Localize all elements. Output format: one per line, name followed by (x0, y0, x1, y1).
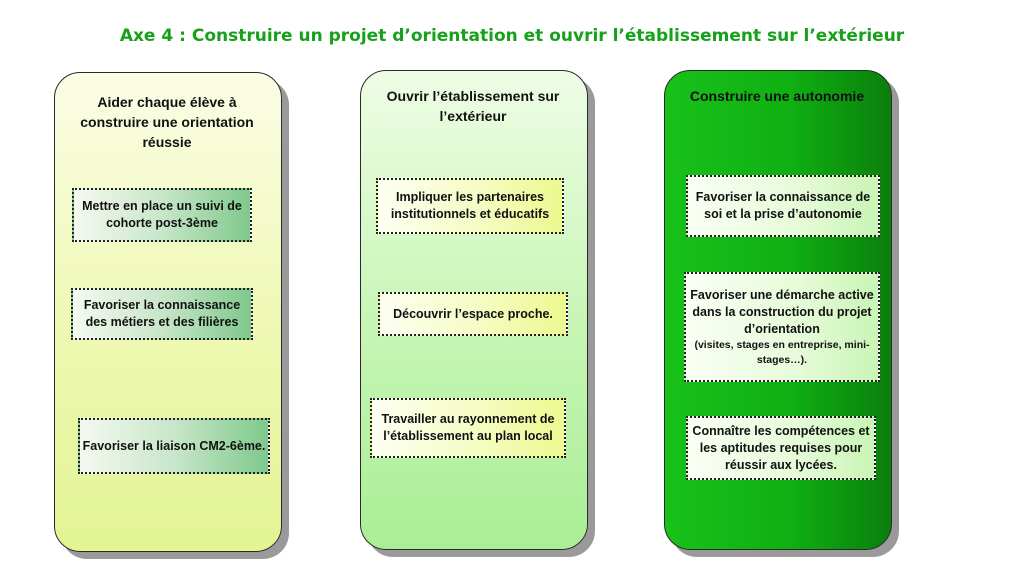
box-suivi-cohorte (72, 188, 252, 242)
box-subtext: (visites, stages en entreprise, mini-stages…). (694, 338, 870, 366)
page-title: Axe 4 : Construire un projet d’orientation et ouvrir l’établissement sur l’extérieur (119, 26, 905, 46)
box-text: Impliquer les partenaires institutionnels et éducatifs (390, 190, 550, 221)
box-liaison-cm2 (78, 418, 270, 474)
box-text: Favoriser une démarche active dans la construction du projet d’orientation (690, 287, 874, 336)
column-2-heading: Ouvrir l’établissement sur l’extérieur (386, 88, 560, 124)
box-text: Favoriser la connaissance de soi et la prise d’autonomie (695, 190, 871, 221)
column-1-heading: Aider chaque élève à construire une orientation réussie (80, 94, 254, 150)
box-text: Travailler au rayonnement de l’établissement au plan local (381, 412, 555, 443)
box-text: Mettre en place un suivi de cohorte post-3ème (82, 199, 242, 230)
box-connaissance-metiers (71, 288, 253, 340)
box-competences (686, 416, 876, 480)
box-partenaires (376, 178, 564, 234)
box-text: Connaître les compétences et les aptitudes requises pour réussir aux lycées. (692, 423, 870, 472)
box-espace-proche (378, 292, 568, 336)
box-text: Favoriser la liaison CM2-6ème. (82, 438, 266, 453)
box-rayonnement (370, 398, 566, 458)
box-connaissance-soi (686, 175, 880, 237)
box-text: Découvrir l’espace proche. (393, 306, 553, 321)
box-text: Favoriser la connaissance des métiers et des filières (83, 298, 241, 329)
box-demarche-active (684, 272, 880, 382)
column-3-heading: Construire une autonomie (689, 88, 865, 104)
